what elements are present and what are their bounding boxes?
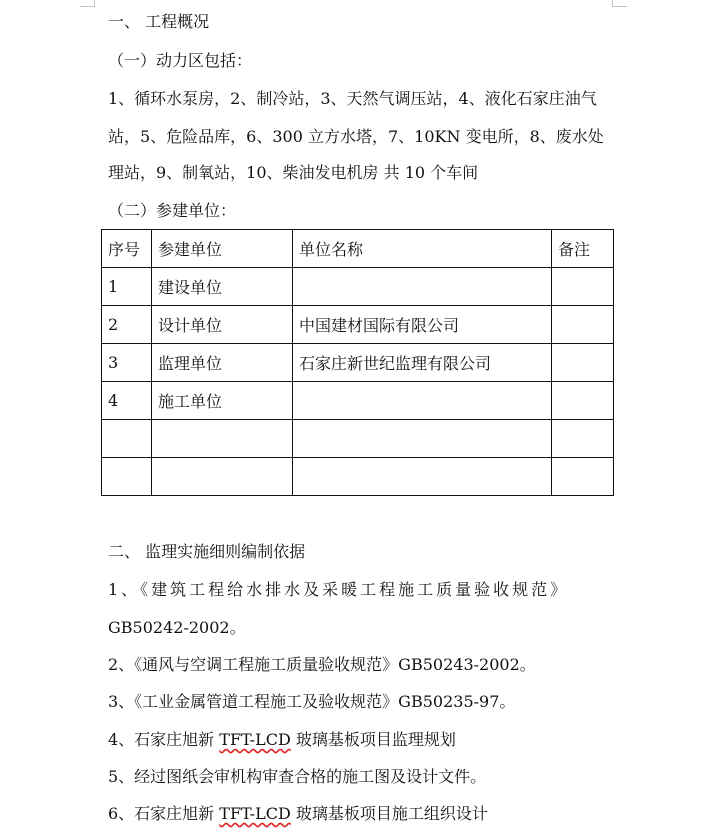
header-cell-role: 参建单位 — [152, 230, 293, 268]
header-cell-company: 单位名称 — [293, 230, 552, 268]
table-cell: 石家庄新世纪监理有限公司 — [293, 344, 552, 382]
table-cell — [552, 306, 614, 344]
table-cell — [552, 344, 614, 382]
page-margin-corner-right — [612, 0, 627, 7]
table-row — [102, 268, 614, 306]
table-cell: 中国建材国际有限公司 — [293, 306, 552, 344]
spellcheck-marked-text: TFT-LCD — [219, 804, 291, 823]
table-cell: 3 — [102, 344, 152, 382]
table-cell: 建设单位 — [152, 268, 293, 306]
table-cell — [293, 382, 552, 420]
table-cell — [152, 420, 293, 458]
basis-item-text: 4、石家庄旭新 — [108, 730, 220, 749]
page-margin-corner-left — [80, 0, 95, 7]
table-cell: 设计单位 — [152, 306, 293, 344]
basis-item: 2、《通风与空调工程施工质量验收规范》GB50243-2002。 — [108, 655, 536, 674]
table-cell — [552, 382, 614, 420]
paragraph-line: 站，5、危险品库，6、300 立方水塔，7、10KN 变电所，8、废水处 — [108, 127, 604, 146]
paragraph-line: 理站，9、制氧站，10、柴油发电机房 共 10 个车间 — [108, 163, 479, 182]
table-cell: 监理单位 — [152, 344, 293, 382]
table-cell — [293, 420, 552, 458]
table-cell — [552, 268, 614, 306]
table-row — [102, 306, 614, 344]
table-cell: 2 — [102, 306, 152, 344]
table-row — [102, 344, 614, 382]
table-row — [102, 420, 614, 458]
basis-item — [108, 730, 456, 750]
spellcheck-marked-text: TFT-LCD — [219, 730, 291, 749]
basis-item: 3、《工业金属管道工程施工及验收规范》GB50235-97。 — [108, 692, 516, 711]
basis-item-text: 玻璃基板项目监理规划 — [290, 730, 456, 749]
table-cell: 4 — [102, 382, 152, 420]
basis-item — [108, 804, 488, 824]
table-row — [102, 458, 614, 496]
table-cell — [552, 420, 614, 458]
table-cell: 1 — [102, 268, 152, 306]
basis-item: 1、《建筑工程给水排水及采暖工程施工质量验收规范》 — [108, 580, 570, 599]
section-2-heading: 二、 监理实施细则编制依据 — [108, 542, 306, 561]
basis-item: 5、经过图纸会审机构审查合格的施工图及设计文件。 — [108, 767, 487, 786]
subsection-participants: （二）参建单位： — [108, 201, 237, 220]
subsection-power-area: （一）动力区包括： — [108, 51, 253, 70]
paragraph-line: 1、循环水泵房，2、制冷站，3、天然气调压站，4、液化石家庄油气 — [108, 89, 597, 108]
table-cell — [152, 458, 293, 496]
table-cell: 施工单位 — [152, 382, 293, 420]
basis-item-continued: GB50242-2002。 — [108, 618, 246, 637]
header-cell-remark: 备注 — [552, 230, 614, 268]
table-cell — [552, 458, 614, 496]
table-cell — [293, 268, 552, 306]
table-cell — [293, 458, 552, 496]
participants-table — [101, 229, 614, 496]
table-cell — [102, 420, 152, 458]
basis-item-text: 玻璃基板项目施工组织设计 — [290, 804, 488, 823]
table-row — [102, 382, 614, 420]
table-header-row — [102, 230, 614, 268]
basis-item-text: 6、石家庄旭新 — [108, 804, 220, 823]
section-1-heading: 一、 工程概况 — [108, 12, 210, 31]
table-cell — [102, 458, 152, 496]
header-cell-index: 序号 — [102, 230, 152, 268]
